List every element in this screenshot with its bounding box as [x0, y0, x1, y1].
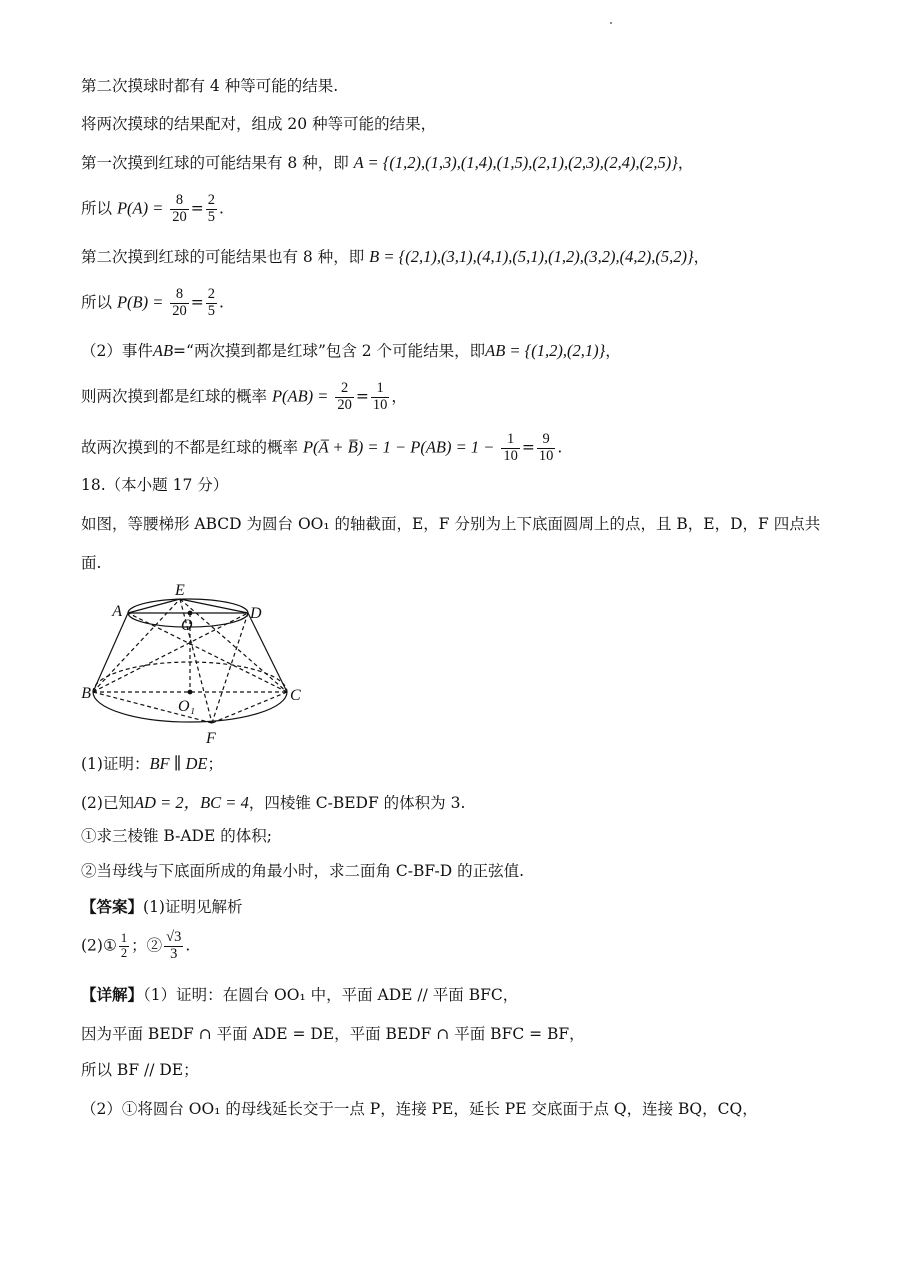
text: 所以 — [81, 199, 113, 218]
lhs: P(B) = — [116, 292, 164, 312]
label-O: O — [181, 617, 193, 634]
formula-line: 则两次摸到都是红球的概率 P(AB) = $\frac{2}{20}$ = $\frac{1}{10}$ ， — [81, 380, 407, 413]
fraction: $\frac{1}{10}$ — [503, 431, 518, 464]
point-O — [188, 611, 193, 616]
text-line: 将两次摸球的结果配对，组成 20 种等可能的结果， — [81, 115, 437, 133]
segment-CA — [128, 613, 287, 692]
label-D: D — [250, 605, 262, 622]
formula-line: 所以 P(A) = $\frac{8}{20}$ = $\frac{2}{5}$ . — [81, 192, 224, 225]
fraction: $\frac{2}{5}$ — [207, 286, 216, 319]
set-A: A = {(1,2),(1,3),(1,4),(1,5),(2,1),(2,3),(2,4),(2,5)} — [353, 153, 678, 172]
detail-tag: 【详解】 — [81, 985, 144, 1004]
fraction: $\frac{2}{5}$ — [207, 192, 216, 225]
frustum-figure — [80, 580, 310, 750]
text-line: 第二次摸球时都有 4 种等可能的结果. — [81, 77, 339, 95]
question-body: 如图，等腰梯形 ABCD 为圆台 OO₁ 的轴截面，E，F 分别为上下底面圆周上的点，且 B，E，D，F 四点共 — [81, 515, 821, 533]
segment-DF — [212, 613, 248, 723]
label-A: A — [112, 603, 122, 620]
generatrix-DC — [248, 613, 287, 692]
label-E: E — [175, 582, 185, 599]
set-B: B = {(2,1),(3,1),(4,1),(5,1),(1,2),(3,2),(4,2),(5,2)} — [369, 247, 694, 266]
text: 所以 — [81, 293, 113, 312]
corner-mark — [610, 22, 612, 24]
fraction: $\frac{2}{20}$ — [337, 380, 352, 413]
text-line: 第二次摸到红球的可能结果也有 8 种，即 B = {(2,1),(3,1),(4,1),(5,1),(1,2),(3,2),(4,2),(5,2)}， — [81, 247, 710, 266]
question-body: 面. — [81, 554, 102, 572]
detail-line: 所以 BF // DE； — [81, 1061, 199, 1079]
label-O1: O₁ — [178, 698, 196, 715]
answer-tag: 【答案】 — [81, 897, 144, 916]
detail-line: 【详解】（1）证明：在圆台 OO₁ 中，平面 ADE // 平面 BFC， — [81, 985, 519, 1004]
text-line: （2）事件AB=“两次摸到都是红球”包含 2 个可能结果，即AB = {(1,2),(2,1)}， — [81, 341, 621, 360]
label-C: C — [290, 687, 301, 704]
answer-line: 【答案】(1)证明见解析 — [81, 897, 243, 916]
answer-line-2: (2)① $\frac{1}{2}$ ；② $\frac{√3}{3}$ . — [81, 929, 191, 962]
label-B: B — [81, 685, 91, 702]
set-AB: AB = {(1,2),(2,1)} — [485, 341, 606, 360]
subquestion-1: (1)证明：BF ∥ DE； — [81, 754, 224, 773]
fraction: $\frac{1}{2}$ — [120, 931, 128, 960]
fraction: $\frac{9}{10}$ — [538, 431, 554, 464]
text-line: 第一次摸到红球的可能结果有 8 种，即 A = {(1,2),(1,3),(1,4),(1,5),(2,1),(2,3),(2,4),(2,5)}， — [81, 153, 694, 172]
fraction: $\frac{8}{20}$ — [172, 192, 187, 225]
segment-CF — [212, 692, 287, 723]
lhs: P(A) = — [116, 198, 164, 218]
label-F: F — [206, 730, 216, 747]
detail-line: （2）①将圆台 OO₁ 的母线延长交于一点 P，连接 PE，延长 PE 交底面于点 Q，连接 BQ，CQ， — [81, 1100, 758, 1118]
question-header: 18.（本小题 17 分） — [81, 476, 229, 494]
segment-BD — [93, 613, 248, 692]
subquestion-2b: ②当母线与下底面所成的角最小时，求二面角 C-BF-D 的正弦值. — [81, 862, 524, 880]
fraction: $\frac{1}{10}$ — [372, 380, 388, 413]
formula-line: 故两次摸到的不都是红球的概率 P(A̅ + B̅) = 1 − P(AB) = 1 − $\frac{1}{10}$ = $\frac{9}{10}$ . — [81, 431, 563, 464]
subquestion-2: (2)已知AD = 2，BC = 4，四棱锥 C-BEDF 的体积为 3. — [81, 793, 466, 812]
subquestion-2a: ①求三棱锥 B-ADE 的体积; — [81, 827, 272, 845]
text: 第二次摸到红球的可能结果也有 8 种，即 — [81, 248, 365, 266]
detail-line: 因为平面 BEDF ∩ 平面 ADE = DE，平面 BEDF ∩ 平面 BFC = BF， — [81, 1025, 585, 1043]
generatrix-AB — [93, 613, 128, 692]
fraction: $\frac{√3}{3}$ — [166, 929, 182, 962]
text: 第一次摸到红球的可能结果有 8 种，即 — [81, 154, 349, 172]
point-O1 — [188, 690, 193, 695]
formula-line: 所以 P(B) = $\frac{8}{20}$ = $\frac{2}{5}$ . — [81, 286, 224, 319]
fraction: $\frac{8}{20}$ — [172, 286, 187, 319]
